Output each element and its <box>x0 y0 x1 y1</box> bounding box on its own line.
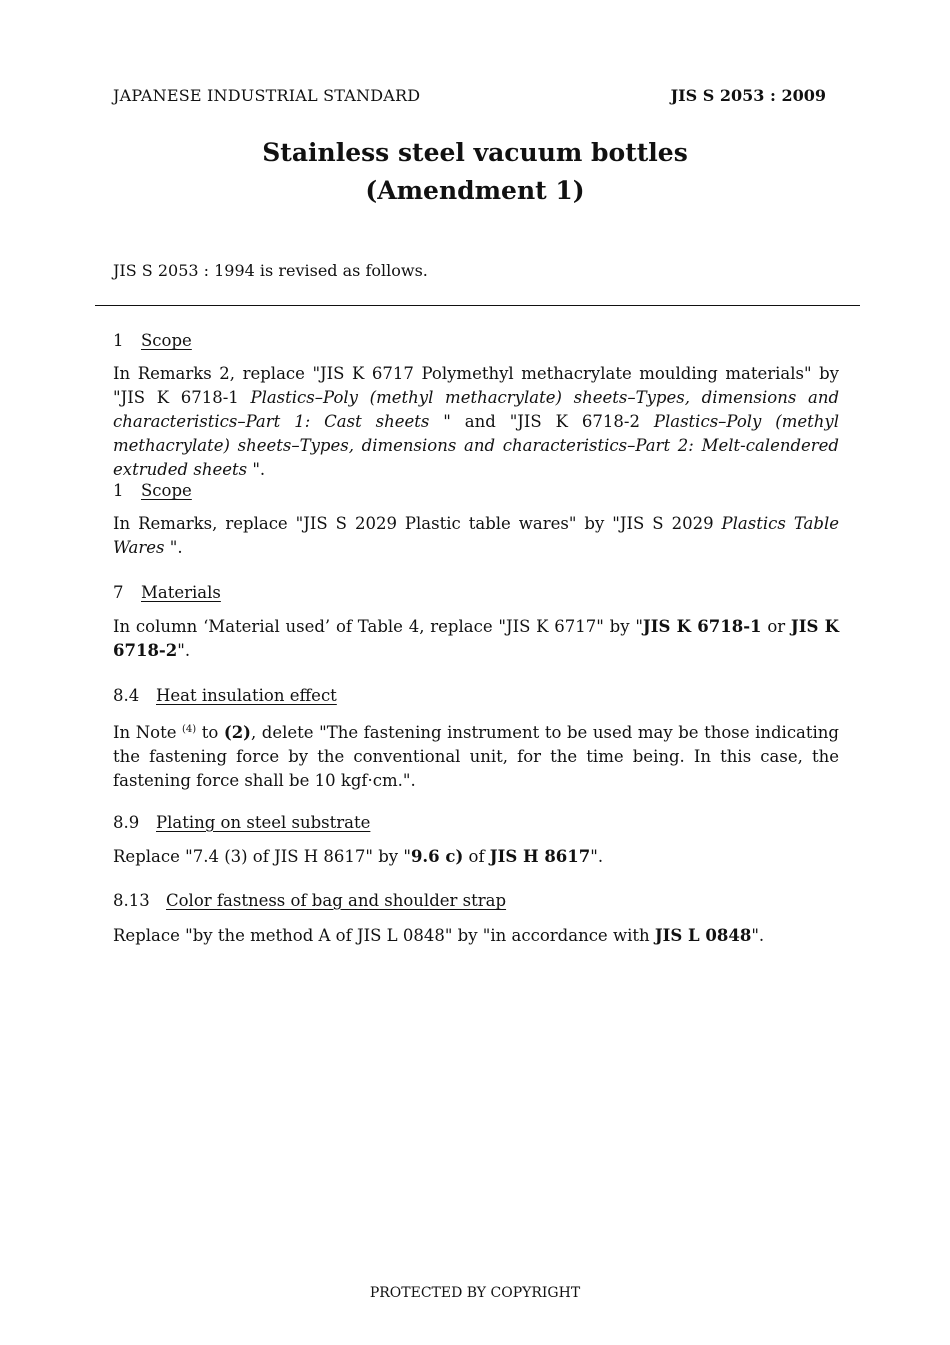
section-title: Heat insulation effect <box>156 686 337 705</box>
document-subtitle: (Amendment 1) <box>365 176 585 205</box>
section-body: Replace "7.4 (3) of JIS H 8617" by "9.6 c) of JIS H 8617". <box>113 847 604 866</box>
section-heading-scope <box>113 331 192 350</box>
section-number: 8.9 <box>113 813 140 832</box>
header-standard-label: JAPANESE INDUSTRIAL STANDARD <box>113 86 421 105</box>
document-title: Stainless steel vacuum bottles <box>262 138 688 167</box>
section-body: In column ‘Material used’ of Table 4, replace "JIS K 6717" by "JIS K 6718-1 or JIS K 6718-2". <box>113 617 839 660</box>
section-body: In Remarks 2, replace "JIS K 6717 Polymethyl methacrylate moulding materials" by "JIS K 6718-1 Plastics–Poly (methyl methacrylate) sheets–Types, dimensions and characteristics–Part 1: Cast sheets " and "JIS K 6718-2 Plastics–Poly (methyl methacrylate) sheets–Types, dimensions and characteristics–Part 2: Melt-calendered extruded sheets ". <box>113 364 840 479</box>
section-number: 1 <box>113 481 124 500</box>
section-number: 1 <box>113 331 124 350</box>
divider <box>95 305 860 306</box>
section-body: In Remarks, replace "JIS S 2029 Plastic table wares" by "JIS S 2029 Plastics Table Wares ". <box>113 514 839 557</box>
header-standard-number: JIS S 2053 : 2009 <box>670 86 826 105</box>
section-heading-scope-2 <box>113 481 192 500</box>
section-heading-heat-insulation <box>113 686 337 705</box>
section-title: Scope <box>141 481 192 500</box>
section-body: In Note $^{(4)}$ to (2), delete "The fastening instrument to be used may be those indicating the fastening force by the conventional unit, for the time being. In this case, the fastening force shall be 10 kgf·cm.". <box>113 723 839 790</box>
section-title: Plating on steel substrate <box>156 813 371 832</box>
section-body: Replace "by the method A of JIS L 0848" by "in accordance with JIS L 0848". <box>113 926 765 945</box>
section-number: 8.4 <box>113 686 140 705</box>
section-title: Scope <box>141 331 192 350</box>
section-number: 7 <box>113 583 124 602</box>
section-heading-materials <box>113 583 221 602</box>
copyright-footer: PROTECTED BY COPYRIGHT <box>369 1285 581 1301</box>
section-heading-color-fastness <box>113 891 506 910</box>
section-title: Materials <box>141 583 221 602</box>
revision-statement: JIS S 2053 : 1994 is revised as follows. <box>113 261 428 280</box>
section-title: Color fastness of bag and shoulder strap <box>166 891 507 910</box>
section-heading-plating <box>113 813 370 832</box>
section-number: 8.13 <box>113 891 150 910</box>
